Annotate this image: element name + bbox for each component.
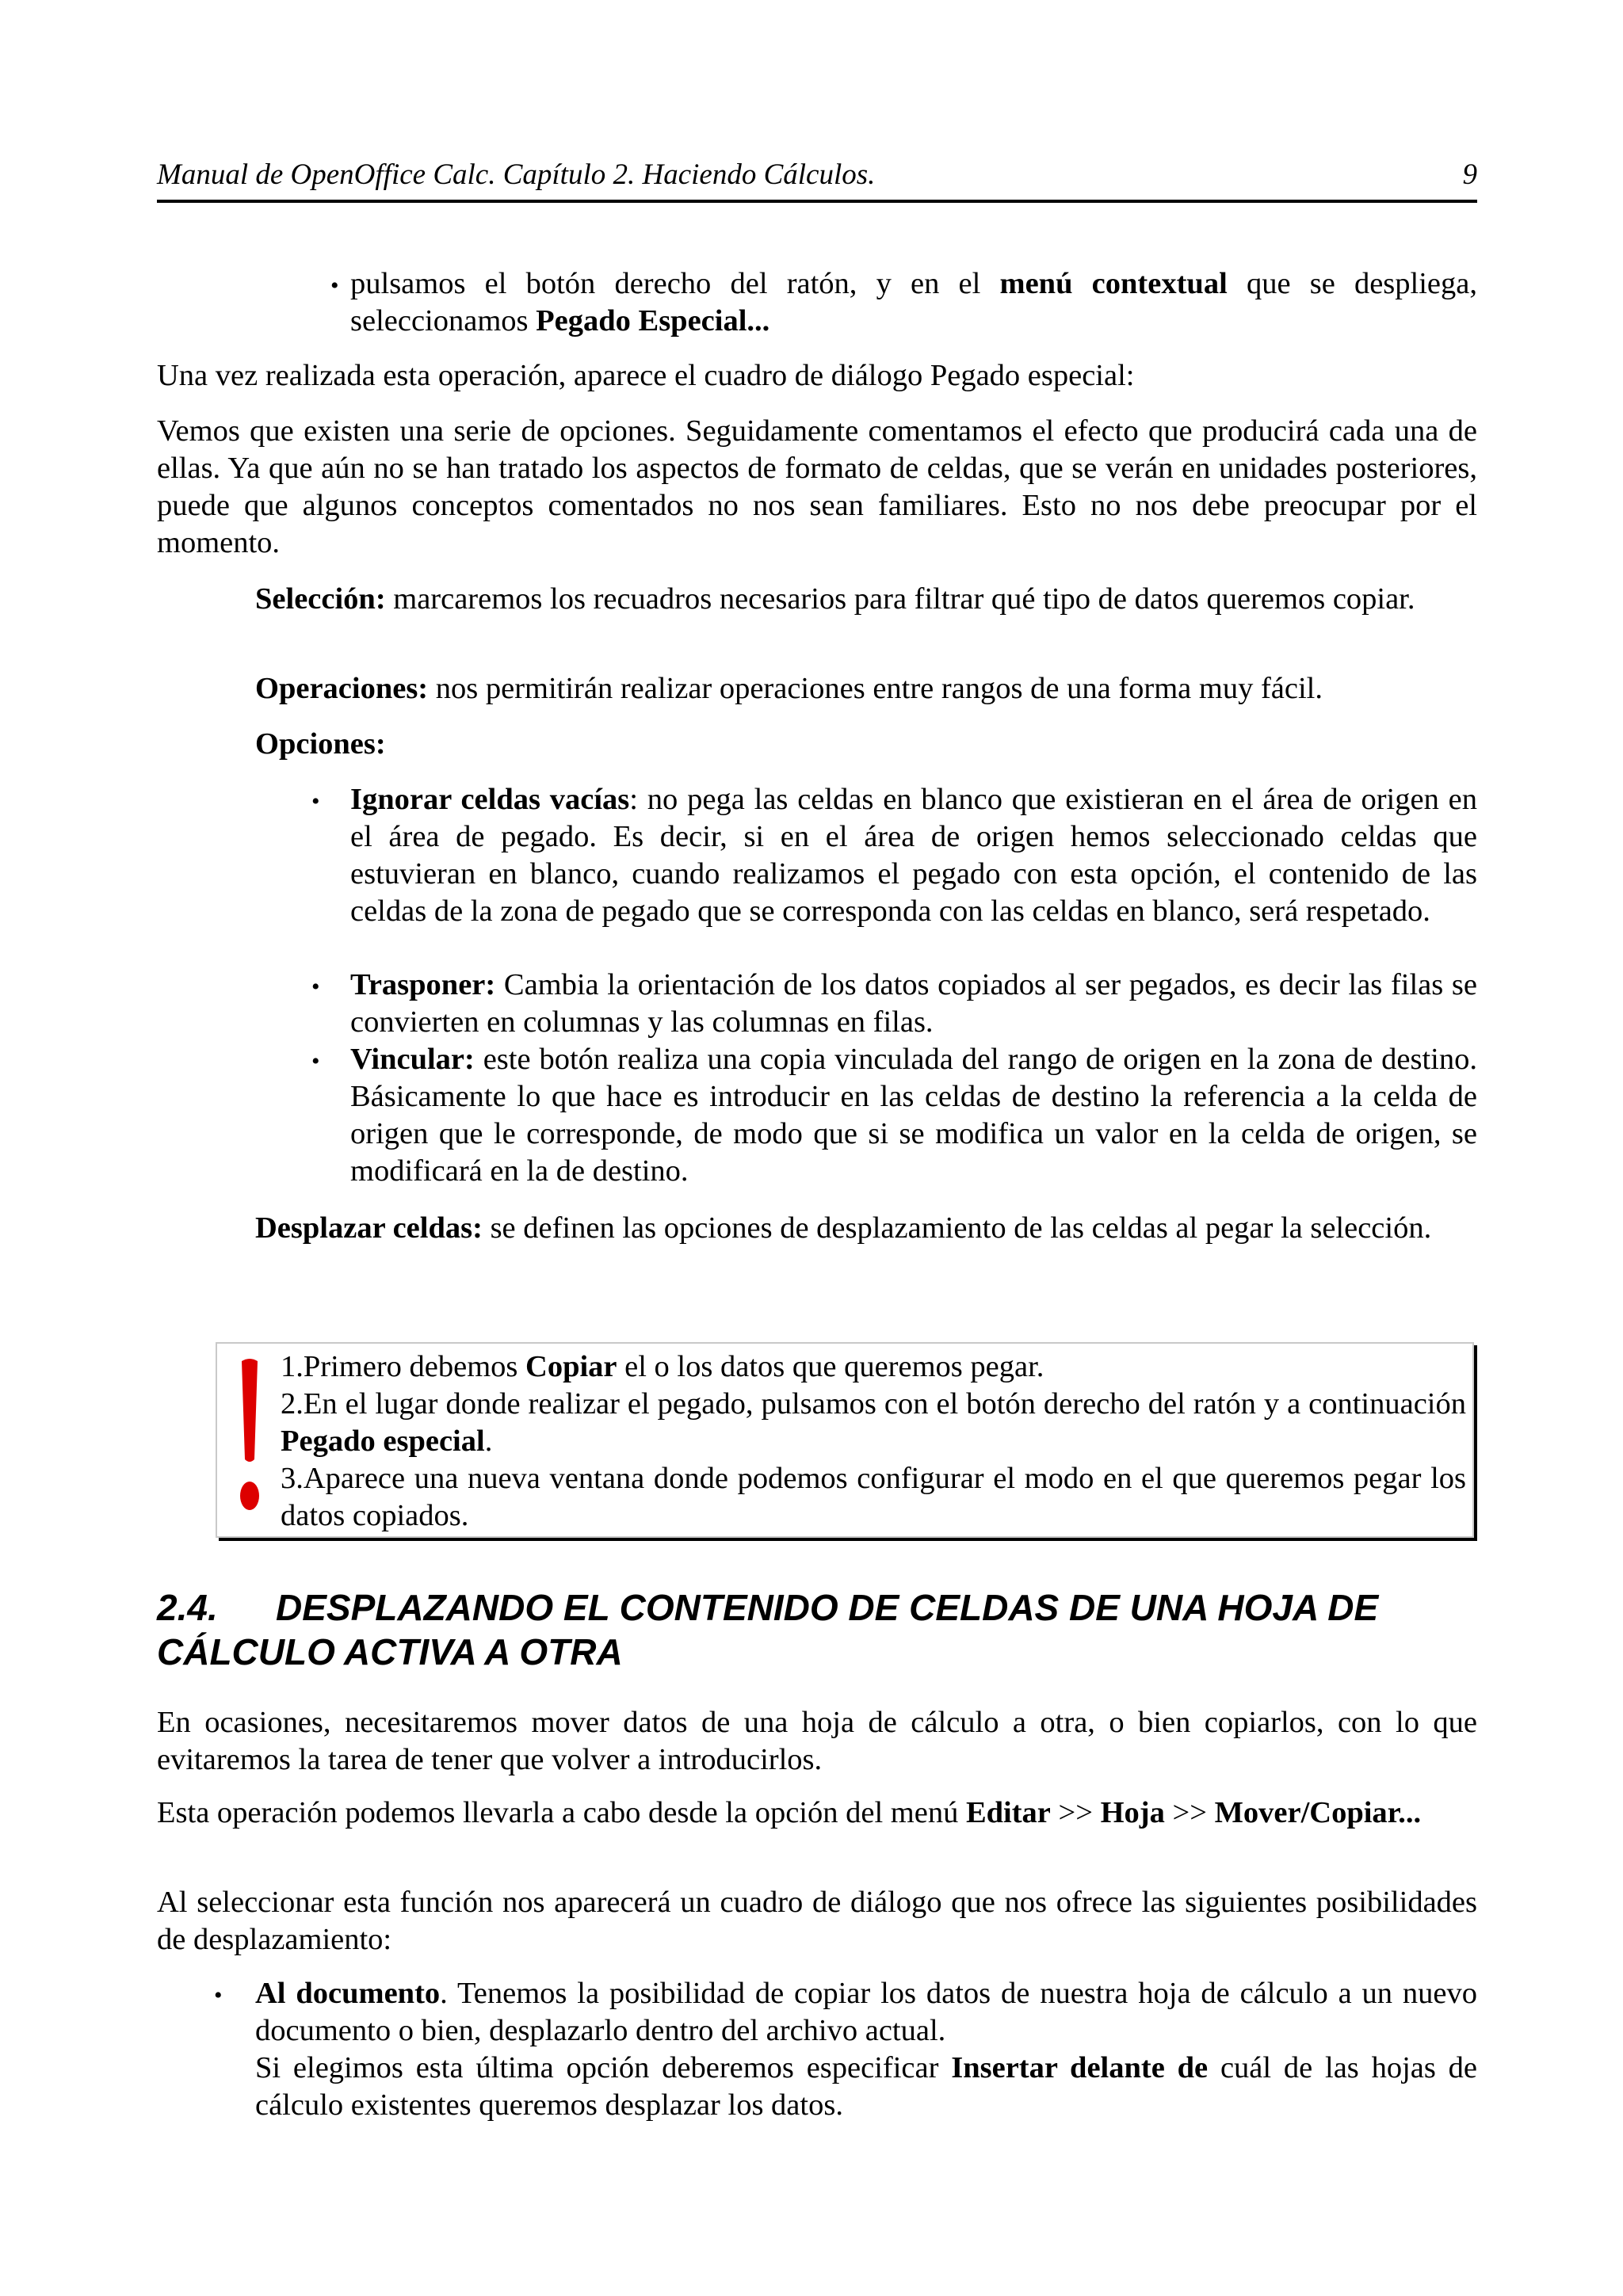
desplazar-paragraph: Desplazar celdas: se definen las opciones de desplazamiento de las celdas al pegar la selección. (255, 1211, 1432, 1245)
list-item-trasponer: Trasponer: Cambia la orientación de los datos copiados al ser pegados, es decir las filas se convierten en columnas y las columnas en filas. (350, 968, 1477, 1039)
bullet-dot: • (311, 788, 320, 814)
paragraph: En ocasiones, necesitaremos mover datos de una hoja de cálculo a otra, o bien copiarlos, con lo que evitaremos la tarea de tener que volver a introducirlos. (157, 1706, 1477, 1776)
list-item-vincular: Vincular: este botón realiza una copia vinculada del rango de origen en la zona de destino. Básicamente lo que hace es introducir en las celdas de destino la referencia a la celda de origen que le corresponde, de modo que si se modifica un valor en la celda de origen, se modificará en la de destino. (350, 1043, 1477, 1188)
header-title: Manual de OpenOffice Calc. Capítulo 2. Haciendo Cálculos. (157, 158, 876, 191)
exclamation-icon (238, 1358, 262, 1516)
seleccion-paragraph: Selección: marcaremos los recuadros necesarios para filtrar qué tipo de datos queremos copiar. (255, 582, 1415, 616)
list-item-al-documento: Al documento. Tenemos la posibilidad de copiar los datos de nuestra hoja de cálculo a un nuevo documento o bien, desplazarlo dentro del archivo actual. Si elegimos esta última opción deberemos especificar Insertar delante de cuál de las hojas de cálculo existentes queremos desplazar los datos. (255, 1977, 1477, 2122)
section-number: 2.4. (157, 1587, 218, 1628)
note-line-1: 1.Primero debemos Copiar el o los datos que queremos pegar. (281, 1350, 1044, 1383)
list-item-ignorar: Ignorar celdas vacías: no pega las celdas en blanco que existieran en el área de origen en el área de pegado. Es decir, si en el área de origen hemos seleccionado celdas que estuvieran en blanco, cuando realizamos el pegado con esta opción, el contenido de las celdas de la zona de pegado que se corresponda con las celdas en blanco, será respetado. (350, 783, 1477, 928)
note-box (216, 1342, 1474, 1538)
paragraph: Vemos que existen una serie de opciones. Seguidamente comentamos el efecto que producirá cada una de ellas. Ya que aún no se han tratado los aspectos de formato de celdas, que se verán en unidades posteriores, puede que algunos conceptos comentados no nos sean familiares. Esto no nos debe preocupar por el momento. (157, 414, 1477, 559)
opciones-heading: Opciones: (255, 727, 386, 761)
paragraph: Una vez realizada esta operación, aparece el cuadro de diálogo Pegado especial: (157, 359, 1135, 392)
note-line-3: 3.Aparece una nueva ventana donde podemos configurar el modo en el que queremos pegar los datos copiados. (281, 1462, 1466, 1532)
note-line-2: 2.En el lugar donde realizar el pegado, pulsamos con el botón derecho del ratón y a continuación Pegado especial. (281, 1387, 1466, 1458)
note-text (281, 1348, 1466, 1535)
bullet-dot: • (330, 273, 339, 299)
page-number: 9 (1462, 158, 1477, 191)
section-title: DESPLAZANDO EL CONTENIDO DE CELDAS DE UNA HOJA DE CÁLCULO ACTIVA A OTRA (157, 1587, 1379, 1672)
section-heading (157, 1585, 1477, 1674)
bullet-dot: • (311, 1048, 320, 1074)
bullet-dot: • (214, 1982, 223, 2008)
paragraph: Al seleccionar esta función nos aparecerá un cuadro de diálogo que nos ofrece las siguientes posibilidades de desplazamiento: (157, 1886, 1477, 1956)
page-header (157, 155, 1477, 203)
operaciones-paragraph: Operaciones: nos permitirán realizar operaciones entre rangos de una forma muy fácil. (255, 672, 1323, 705)
bullet-dot: • (311, 974, 320, 1000)
menu-path-paragraph: Esta operación podemos llevarla a cabo desde la opción del menú Editar >> Hoja >> Mover/Copiar... (157, 1796, 1422, 1829)
intro-bullet: pulsamos el botón derecho del ratón, y en el menú contextual que se despliega, seleccionamos Pegado Especial... (350, 267, 1477, 338)
